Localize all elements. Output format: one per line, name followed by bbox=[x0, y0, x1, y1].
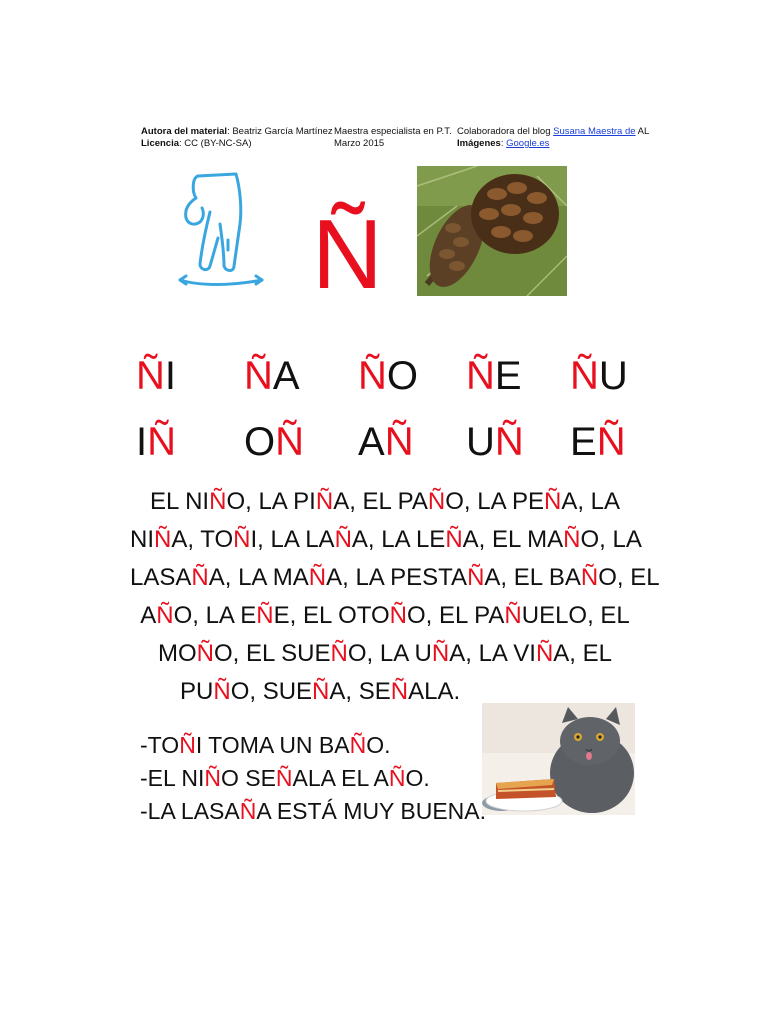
images-sep: : bbox=[500, 138, 507, 149]
highlight-letter: Ñ bbox=[580, 564, 599, 591]
syllable-part-a: E bbox=[570, 420, 597, 464]
highlight-letter: Ñ bbox=[156, 602, 174, 629]
text-segment: EL NI bbox=[149, 488, 210, 515]
paragraph-line bbox=[130, 559, 660, 597]
license-value: : CC (BY-NC-SA) bbox=[179, 138, 252, 149]
text-segment: A, EL bbox=[553, 640, 612, 667]
images-label: Imágenes bbox=[457, 138, 501, 149]
highlight-letter: Ñ bbox=[213, 678, 231, 705]
big-letter: Ñ bbox=[312, 199, 383, 309]
highlight-letter: Ñ bbox=[334, 526, 352, 553]
syllable-part-b: Ñ bbox=[275, 420, 305, 464]
text-segment: -LA LASA bbox=[140, 798, 240, 824]
highlight-letter: Ñ bbox=[196, 640, 215, 667]
collab-suffix: AL bbox=[635, 126, 650, 137]
syllable-part-a: O bbox=[244, 420, 276, 464]
paragraph-line bbox=[130, 597, 640, 635]
author-block bbox=[141, 126, 333, 150]
highlight-letter: Ñ bbox=[388, 765, 406, 791]
highlight-letter: Ñ bbox=[431, 640, 450, 667]
syllable bbox=[466, 354, 522, 398]
syllable bbox=[570, 354, 628, 398]
paragraph-line bbox=[130, 521, 640, 559]
license-label: Licencia bbox=[141, 138, 180, 149]
text-segment: O, SUE bbox=[230, 678, 313, 705]
text-segment: O, LA E bbox=[173, 602, 257, 629]
collab-prefix: Colaboradora del blog bbox=[457, 126, 554, 137]
text-segment: I, LA LA bbox=[250, 526, 335, 553]
text-segment: O, LA PI bbox=[226, 488, 316, 515]
text-segment: O SE bbox=[220, 765, 276, 791]
text-segment: A, EL PA bbox=[333, 488, 428, 515]
syllable-part-a: I bbox=[136, 420, 148, 464]
syllable bbox=[244, 420, 304, 464]
highlight-letter: Ñ bbox=[535, 640, 554, 667]
text-segment: A, SE bbox=[329, 678, 391, 705]
text-segment: A, LA MA bbox=[208, 564, 309, 591]
text-segment: UELO, EL bbox=[521, 602, 630, 629]
text-segment: NI bbox=[130, 526, 154, 553]
highlight-letter: Ñ bbox=[315, 488, 334, 515]
cat-lasagna-image bbox=[482, 703, 635, 815]
collab-block bbox=[457, 126, 649, 150]
text-segment: A, LA LE bbox=[351, 526, 446, 553]
syllable bbox=[136, 420, 176, 464]
text-segment: O, LA bbox=[580, 526, 642, 553]
syllable-part-a: Ñ bbox=[136, 354, 165, 398]
highlight-letter: Ñ bbox=[312, 678, 330, 705]
google-link[interactable]: Google.es bbox=[506, 138, 550, 149]
author-label: Autora del material bbox=[141, 126, 228, 137]
text-segment: I TOMA UN BA bbox=[195, 732, 350, 758]
hand-sign-icon bbox=[170, 168, 270, 296]
highlight-letter: Ñ bbox=[256, 602, 274, 629]
syllable-part-b: Ñ bbox=[147, 420, 177, 464]
text-segment: A, LA bbox=[561, 488, 621, 515]
highlight-letter: Ñ bbox=[191, 564, 209, 591]
highlight-letter: Ñ bbox=[239, 798, 257, 824]
highlight-letter: Ñ bbox=[427, 488, 446, 515]
text-segment: A, LA VI bbox=[449, 640, 536, 667]
syllable bbox=[358, 354, 418, 398]
highlight-letter: Ñ bbox=[209, 488, 227, 515]
syllable-part-b: Ñ bbox=[494, 420, 524, 464]
text-segment: E, EL OTO bbox=[273, 602, 390, 629]
text-segment: LASA bbox=[130, 564, 192, 591]
text-segment: O, EL bbox=[598, 564, 660, 591]
syllable-part-b: I bbox=[164, 354, 177, 398]
sentence bbox=[140, 731, 391, 759]
syllable-part-b: Ñ bbox=[384, 420, 414, 464]
sentence bbox=[140, 797, 486, 825]
highlight-letter: Ñ bbox=[275, 765, 293, 791]
text-segment: ALA EL A bbox=[292, 765, 389, 791]
author-value: : Beatriz García Martínez bbox=[227, 126, 333, 137]
text-segment: A ESTÁ MUY BUENA. bbox=[256, 798, 486, 824]
text-segment: O. bbox=[405, 765, 430, 791]
syllable bbox=[466, 420, 524, 464]
syllable bbox=[244, 354, 300, 398]
text-segment: MO bbox=[158, 640, 197, 667]
syllable-part-a: A bbox=[358, 420, 385, 464]
highlight-letter: Ñ bbox=[467, 564, 485, 591]
role-block bbox=[334, 126, 452, 150]
syllable-part-b: Ñ bbox=[596, 420, 626, 464]
text-segment: O, LA U bbox=[347, 640, 432, 667]
syllable bbox=[136, 354, 176, 398]
highlight-letter: Ñ bbox=[330, 640, 348, 667]
syllable bbox=[358, 420, 414, 464]
syllable-part-a: Ñ bbox=[466, 354, 495, 398]
syllable-part-a: Ñ bbox=[358, 354, 387, 398]
highlight-letter: Ñ bbox=[445, 526, 463, 553]
blog-link[interactable]: Susana Maestra de bbox=[553, 126, 636, 137]
text-segment: A, TO bbox=[171, 526, 234, 553]
word-paragraph bbox=[130, 483, 660, 711]
highlight-letter: Ñ bbox=[504, 602, 522, 629]
pinecone-image bbox=[417, 166, 567, 296]
syllable-part-a: U bbox=[466, 420, 495, 464]
sentence bbox=[140, 764, 430, 792]
syllable-part-a: Ñ bbox=[570, 354, 599, 398]
text-segment: ALA. bbox=[408, 678, 461, 705]
syllable-part-b: A bbox=[272, 354, 300, 398]
highlight-letter: Ñ bbox=[390, 678, 409, 705]
syllable-part-a: Ñ bbox=[244, 354, 273, 398]
syllable-part-b: O bbox=[386, 354, 419, 398]
syllable-part-b: U bbox=[598, 354, 628, 398]
highlight-letter: Ñ bbox=[204, 765, 221, 791]
text-segment: -TO bbox=[140, 732, 180, 758]
highlight-letter: Ñ bbox=[349, 732, 367, 758]
text-segment: -EL NI bbox=[140, 765, 205, 791]
syllable bbox=[570, 420, 626, 464]
text-segment: A bbox=[140, 602, 157, 629]
highlight-letter: Ñ bbox=[543, 488, 562, 515]
text-segment: O, EL SUE bbox=[214, 640, 331, 667]
date-text: Marzo 2015 bbox=[334, 138, 385, 149]
syllable-part-b: E bbox=[494, 354, 522, 398]
text-segment: O, EL PA bbox=[407, 602, 505, 629]
role-text: Maestra especialista en P.T. bbox=[334, 126, 452, 137]
highlight-letter: Ñ bbox=[179, 732, 196, 758]
text-segment: A, EL MA bbox=[462, 526, 564, 553]
highlight-letter: Ñ bbox=[233, 526, 251, 553]
text-segment: PU bbox=[180, 678, 214, 705]
text-segment: O. bbox=[366, 732, 391, 758]
highlight-letter: Ñ bbox=[308, 564, 327, 591]
highlight-letter: Ñ bbox=[563, 526, 581, 553]
highlight-letter: Ñ bbox=[389, 602, 408, 629]
text-segment: A, EL BA bbox=[484, 564, 581, 591]
text-segment: O, LA PE bbox=[445, 488, 544, 515]
paragraph-line bbox=[130, 483, 640, 521]
text-segment: A, LA PESTA bbox=[326, 564, 468, 591]
paragraph-line bbox=[130, 635, 640, 673]
highlight-letter: Ñ bbox=[154, 526, 172, 553]
